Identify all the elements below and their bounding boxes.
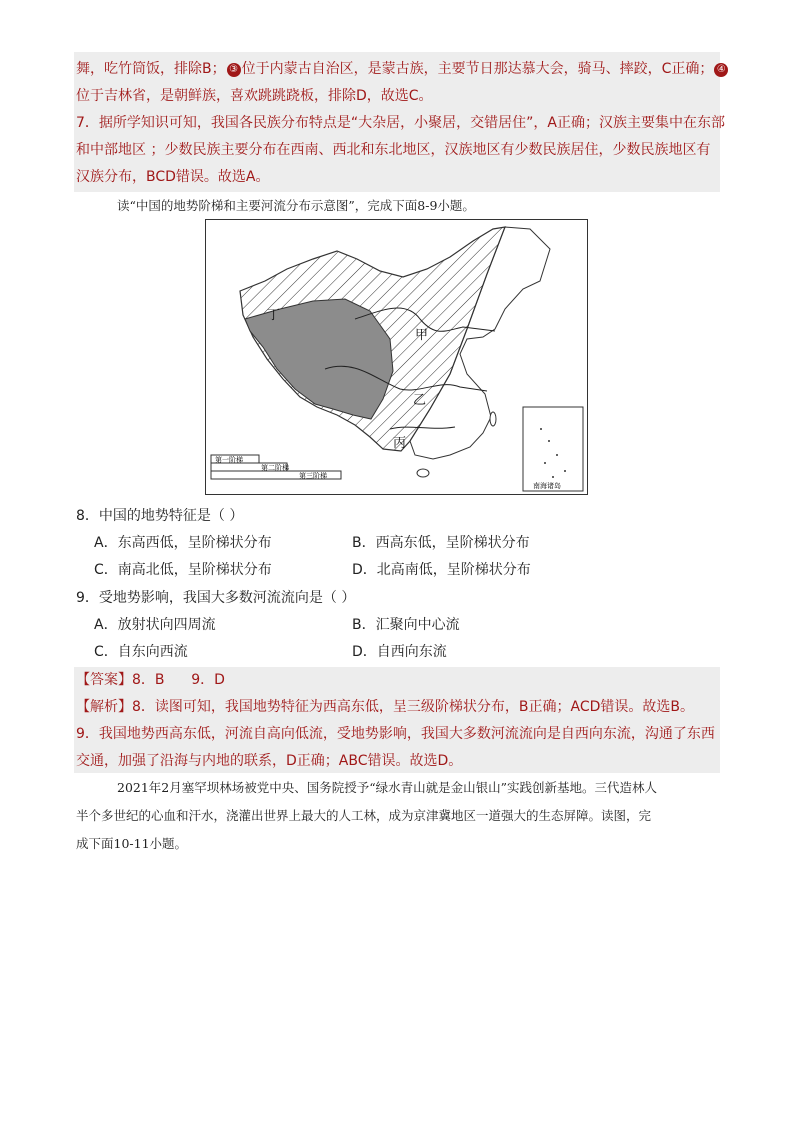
answer-tag: 【答案】	[76, 672, 132, 688]
circled-3: ③	[227, 63, 241, 77]
analysis-text-1: 8．读图可知，我国地势特征为西高东低，呈三级阶梯状分布，B正确；ACD错误。故选B。	[132, 699, 695, 715]
answer-text: 8．B 9．D	[132, 672, 225, 688]
inset-label: 南海诸岛	[533, 482, 561, 490]
q6-expl-text-b: 位于内蒙古自治区，是蒙古族，主要节日那达慕大会，骑马、摔跤，C正确；	[241, 61, 714, 77]
analysis-line2: 9．我国地势西高东低，河流自高向低流，受地势影响，我国大多数河流流向是自西向东流，沟通了东西	[76, 726, 715, 742]
q9-option-b[interactable]: B．汇聚向中心流	[352, 617, 460, 633]
q9-stem: 9．受地势影响，我国大多数河流流向是（ ）	[76, 590, 356, 606]
label-yi: 乙	[413, 393, 427, 408]
passage-line3: 成下面10-11小题。	[76, 836, 188, 851]
analysis-tag: 【解析】	[76, 699, 132, 715]
taiwan-island	[490, 412, 496, 426]
legend-step3: 第三阶梯	[299, 472, 327, 480]
q6-expl-text-a: 舞，吃竹筒饭，排除B；	[76, 61, 226, 77]
q7-explanation-line2: 和中部地区 ；少数民族主要分布在西南、西北和东北地区，汉族地区有少数民族居住，少数民族地区有	[76, 142, 711, 158]
hainan-island	[417, 469, 429, 477]
passage-line2: 半个多世纪的心血和汗水，浇灌出世界上最大的人工林，成为京津冀地区一道强大的生态屏障。读图，完	[76, 808, 652, 823]
q9-option-a[interactable]: A．放射状向四周流	[94, 617, 216, 633]
answer-line	[76, 669, 225, 689]
q7-explanation-line3: 汉族分布，BCD错误。故选A。	[76, 169, 270, 185]
analysis-line3: 交通，加强了沿海与内地的联系，D正确；ABC错误。故选D。	[76, 753, 463, 769]
passage-line1: 2021年2月塞罕坝林场被党中央、国务院授予“绿水青山就是金山银山”实践创新基地。三代造林人	[117, 780, 658, 795]
q6-explanation-line1	[76, 58, 729, 78]
label-jia: 甲	[415, 328, 429, 343]
q8-option-b[interactable]: B．西高东低，呈阶梯状分布	[352, 535, 530, 551]
q8-option-a[interactable]: A．东高西低，呈阶梯状分布	[94, 535, 272, 551]
q8-option-d[interactable]: D．北高南低，呈阶梯状分布	[352, 562, 531, 578]
q7-explanation-line1: 7．据所学知识可知，我国各民族分布特点是“大杂居，小聚居，交错居住”，A正确；汉族主要集中在东部	[76, 115, 725, 131]
map-intro: 读“中国的地势阶梯和主要河流分布示意图”，完成下面8-9小题。	[117, 198, 475, 213]
q9-option-c[interactable]: C．自东向西流	[94, 644, 188, 660]
label-bing: 丙	[393, 436, 407, 451]
south-china-sea-inset	[523, 407, 583, 491]
china-terrain-map	[205, 219, 588, 495]
q8-stem: 8．中国的地势特征是（ ）	[76, 508, 244, 524]
circled-4: ④	[714, 63, 728, 77]
label-ding: 丁	[267, 308, 281, 323]
q9-option-d[interactable]: D．自西向东流	[352, 644, 447, 660]
q8-option-c[interactable]: C．南高北低，呈阶梯状分布	[94, 562, 272, 578]
q6-explanation-line2: 位于吉林省，是朝鲜族，喜欢跳跳跷板，排除D，故选C。	[76, 88, 433, 104]
legend-step2: 第二阶梯	[261, 464, 289, 472]
legend-step1: 第一阶梯	[215, 456, 243, 464]
analysis-line1	[76, 696, 694, 716]
